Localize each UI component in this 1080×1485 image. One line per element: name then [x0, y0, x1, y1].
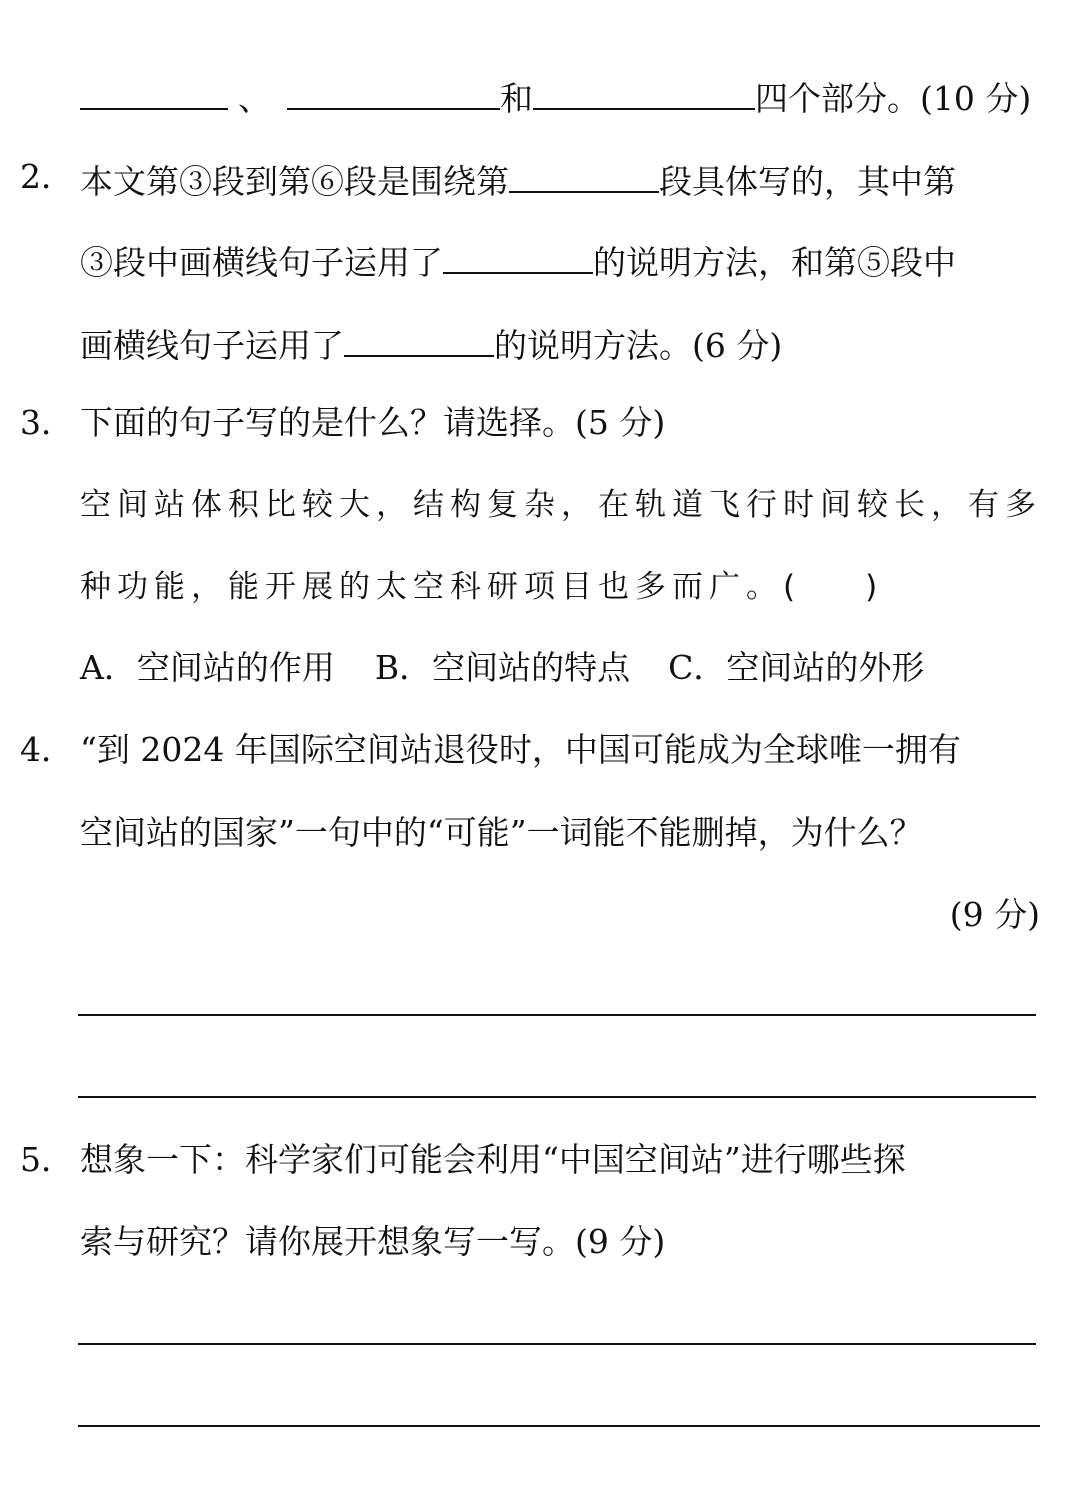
q2-blank-method-2[interactable]: [344, 321, 494, 357]
q2-text-3b: 的说明方法。(6 分): [494, 326, 783, 365]
q1-blank-4[interactable]: [287, 74, 500, 110]
q2-text-1b: 段具体写的，其中第: [659, 162, 956, 201]
q4-text-1: “到 2024 年国际空间站退役时，中国可能成为全球唯一拥有: [80, 730, 961, 769]
q4-answer-line-2[interactable]: [78, 1096, 1036, 1098]
q3-quote-2-close: ): [865, 569, 884, 605]
q1-separator: 、: [238, 79, 271, 118]
q3-option-b[interactable]: B．空间站的特点: [374, 648, 631, 687]
q2-line-1: [0, 157, 1080, 201]
q4-text-2: 空间站的国家”一句中的“可能”一词能不能删掉，为什么？: [80, 813, 923, 852]
q3-prompt: 下面的句子写的是什么？请选择。(5 分): [80, 403, 666, 442]
q5-line-1: [0, 1140, 1080, 1180]
q3-option-c[interactable]: C．空间站的外形: [668, 648, 925, 687]
q3-quote-1: 空间站体积比较大，结构复杂，在轨道飞行时间较长，有多: [80, 487, 1042, 523]
q4-score: (9 分): [949, 895, 1040, 934]
q4-line-2: [0, 813, 1080, 853]
q1-blank-3[interactable]: [80, 74, 228, 110]
q5-text-1: 想象一下：科学家们可能会利用“中国空间站”进行哪些探: [80, 1140, 906, 1179]
q2-number: 2．: [20, 157, 74, 196]
q4-line-1: [0, 730, 1080, 770]
q2-text-1a: 本文第③段到第⑥段是围绕第: [80, 162, 509, 201]
q3-prompt-line: [0, 403, 1080, 443]
q5-answer-line-2[interactable]: [78, 1425, 1040, 1427]
q2-text-2a: ③段中画横线句子运用了: [80, 243, 443, 282]
q3-quote-line-2: [0, 567, 1080, 607]
q4-number: 4．: [20, 730, 74, 769]
q3-quote-2: 种功能，能开展的太空科研项目也多而广。(: [80, 569, 802, 605]
q1-blank-5[interactable]: [533, 74, 755, 110]
q2-line-3: [0, 321, 1080, 365]
q2-line-2: [0, 238, 1080, 282]
q2-blank-paragraph[interactable]: [509, 157, 659, 193]
q5-answer-line-1[interactable]: [78, 1343, 1036, 1345]
q3-options-line: [0, 648, 1080, 688]
q2-text-3a: 画横线句子运用了: [80, 326, 344, 365]
q4-answer-line-1[interactable]: [78, 1014, 1036, 1016]
q4-score-line: [0, 895, 1080, 935]
q5-line-2: [0, 1222, 1080, 1262]
q2-blank-method-1[interactable]: [443, 238, 593, 274]
q3-quote-line-1: [0, 485, 1080, 525]
q3-number: 3．: [20, 403, 74, 442]
q1-and: 和: [500, 79, 533, 118]
q1-line: [0, 74, 1080, 118]
q2-text-2b: 的说明方法，和第⑤段中: [593, 243, 956, 282]
q5-text-2: 索与研究？请你展开想象写一写。(9 分): [80, 1222, 666, 1261]
q3-option-a[interactable]: A．空间站的作用: [80, 648, 335, 687]
q1-end-text: 四个部分。(10 分): [755, 79, 1032, 118]
q5-number: 5．: [20, 1140, 74, 1179]
